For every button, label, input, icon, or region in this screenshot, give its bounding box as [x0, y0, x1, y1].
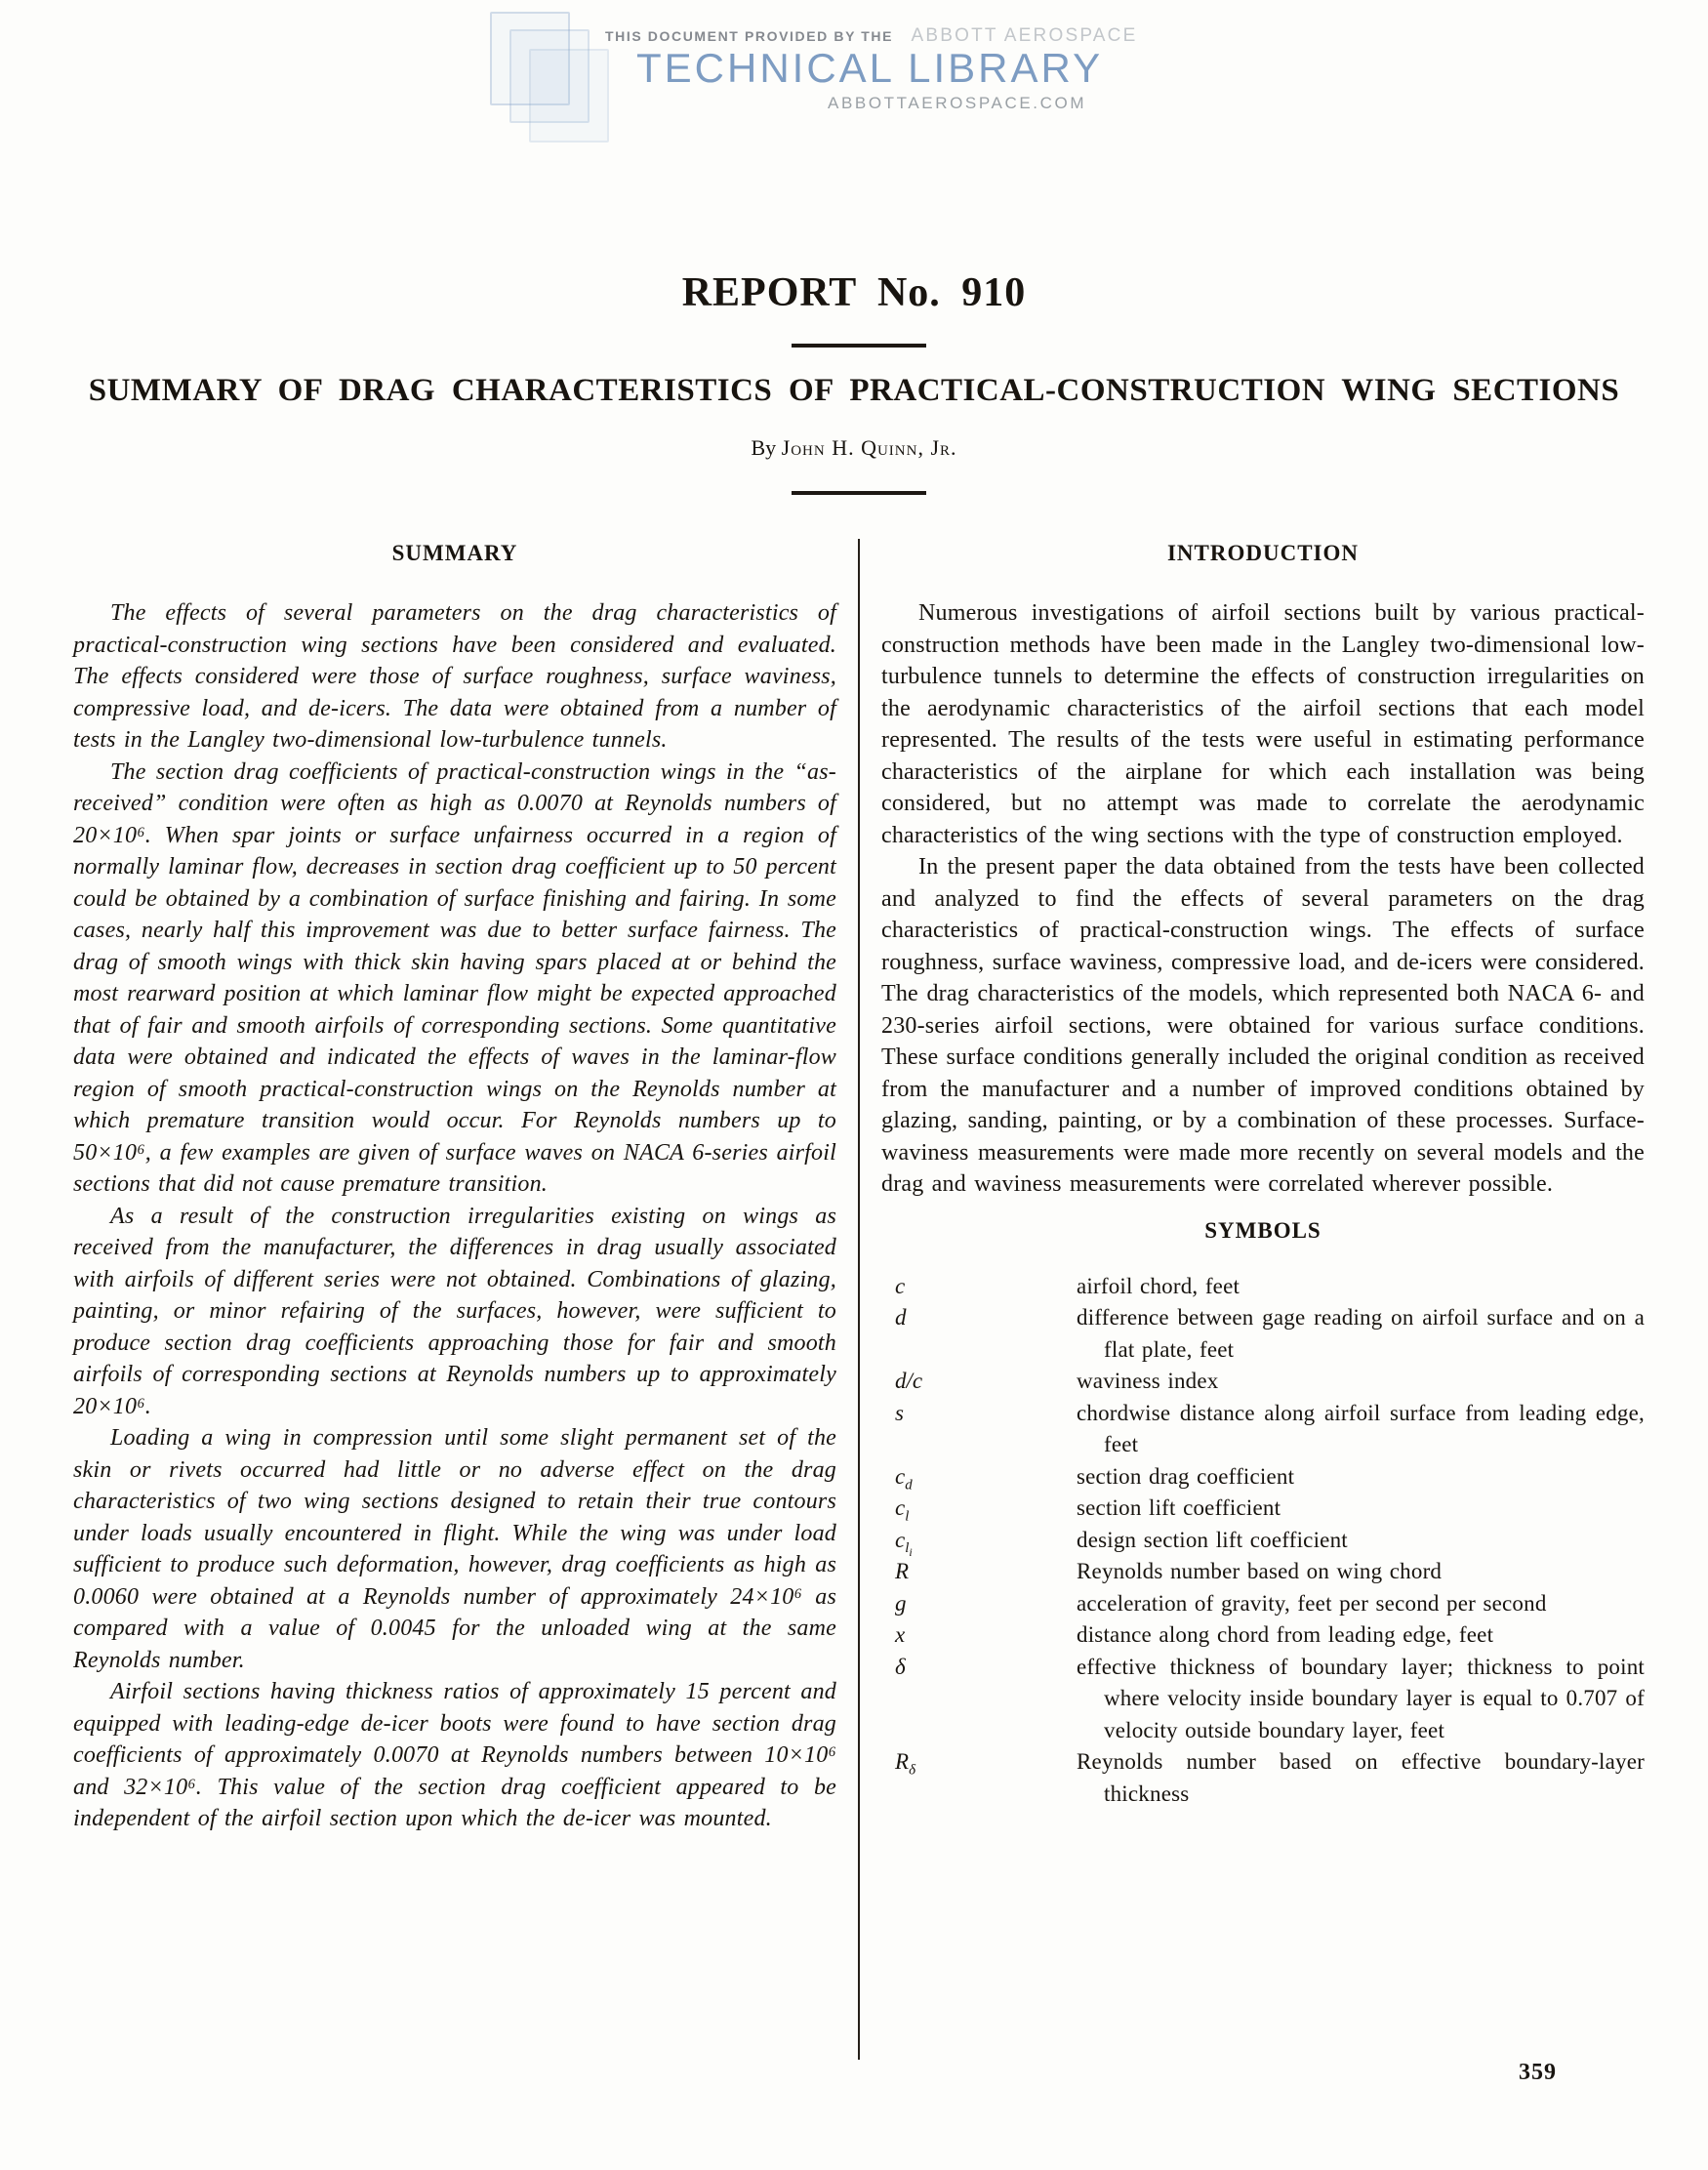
symbol-glyph: R: [895, 1559, 910, 1583]
symbol-glyph: g: [895, 1590, 907, 1616]
introduction-body: [881, 597, 1645, 1201]
symbol-definition: waviness index: [1077, 1369, 1219, 1393]
symbol-definition: distance along chord from leading edge, feet: [1077, 1622, 1494, 1647]
symbol-glyph: s: [895, 1400, 904, 1425]
introduction-heading: INTRODUCTION: [1166, 541, 1360, 565]
symbol-row: [881, 1652, 1645, 1747]
symbol-glyph: δ: [895, 1654, 906, 1679]
symbol-definition: effective thickness of boundary layer; thickness to point where velocity inside boundary layer is equal to 0.707 of velocity outside boundary layer, feet: [1077, 1654, 1645, 1742]
symbols-heading: SYMBOLS: [1204, 1217, 1322, 1243]
report-number: REPORT No. 910: [681, 270, 1027, 315]
symbol-row: [881, 1588, 1645, 1620]
symbol-glyph: $c_d$: [895, 1463, 913, 1494]
symbol-definition: difference between gage reading on airfoil surface and on a flat plate, feet: [1077, 1305, 1645, 1362]
provided-by-text: THIS DOCUMENT PROVIDED BY THE: [605, 28, 894, 44]
paragraph: In the present paper the data obtained from the tests have been collected and analyzed to find the effects of several parameters on the drag characteristics of practical-construction wings. The effects of surface roughness, surface waviness, compressive load, and de-icers were considered. The drag characteristics of the models, which represented both NACA 6- and 230-series airfoil sections, were obtained for various surface conditions. These surface conditions generally included the original condition as received from the manufacturer and a number of improved conditions obtained by glazing, sanding, painting, or by a combination of these processes. Surface-waviness measurements were made more recently on several models and the drag and waviness measurements were correlated wherever possible.: [881, 854, 1645, 1197]
column-divider: [858, 539, 860, 2060]
symbol-row: [881, 1525, 1645, 1560]
page-number: 359: [1519, 2060, 1557, 2085]
byline-prefix: By: [751, 435, 777, 460]
symbol-definition: design section lift coefficient: [1077, 1527, 1348, 1552]
symbol-glyph: x: [895, 1622, 906, 1647]
symbols-list: [881, 1271, 1645, 1811]
symbol-glyph: $c_{l_i}$: [895, 1527, 913, 1560]
symbol-row: [881, 1493, 1645, 1525]
symbol-definition: section drag coefficient: [1077, 1463, 1295, 1489]
paragraph: Airfoil sections having thickness ratios of approximately 15 percent and equipped with leading-edge de-icer boots were found to have section drag coefficients of approximately 0.0070 at Reynolds numbers between 10×10⁶ and 32×10⁶. This value of the section drag coefficient appeared to be independent of the airfoil section upon which the de-icer was mounted.: [73, 1679, 836, 1831]
provided-by-line: [605, 25, 1137, 47]
byline: [0, 435, 1708, 461]
symbol-row: [881, 1461, 1645, 1494]
symbol-glyph: $c_l$: [895, 1495, 910, 1525]
introduction-column: [881, 539, 1645, 1810]
paragraph: Numerous investigations of airfoil sections built by various practical-construction methods have been made in the Langley two-dimensional low-turbulence tunnels to determine the effects of construction irregularities on the aerodynamic characteristics of the airfoil sections that each model represented. The results of the tests were useful in estimating performance characteristics of the airplane for which each installation was being considered, but no attempt was made to correlate the aerodynamic characteristics of the wing sections with the type of construction employed.: [881, 600, 1645, 848]
symbol-row: [881, 1271, 1645, 1303]
paragraph: The effects of several parameters on the drag characteristics of practical-construction wing sections have been considered and evaluated. The effects considered were those of surface roughness, surface waviness, compressive load, and de-icers. The data were obtained from a number of tests in the Langley two-dimensional low-turbulence tunnels.: [73, 600, 836, 753]
summary-column: [73, 539, 836, 1835]
title-divider-top: [792, 344, 926, 348]
library-header: [0, 0, 1708, 146]
paragraph: As a result of the construction irregularities existing on wings as received from the manufacturer, the differences in drag usually associated with airfoils of different series were not obtained. Combinations of glazing, painting, or minor refairing of the surfaces, however, were sufficient to produce section drag coefficients approaching those for fair and smooth airfoils of corresponding sections at Reynolds numbers up to approximately 20×10⁶.: [73, 1203, 836, 1419]
symbol-glyph: c: [895, 1273, 906, 1298]
report-title: SUMMARY OF DRAG CHARACTERISTICS OF PRACTICAL-CONSTRUCTION WING SECTIONS: [88, 373, 1620, 408]
symbol-row: [881, 1619, 1645, 1652]
symbol-glyph: d/c: [895, 1369, 923, 1393]
symbol-glyph: d: [895, 1305, 907, 1330]
symbol-definition: Reynolds number based on effective boundary-layer thickness: [1077, 1749, 1645, 1806]
library-title: TECHNICAL LIBRARY: [636, 45, 1104, 91]
paragraph: Loading a wing in compression until some slight permanent set of the skin or rivets occurred had little or no adverse effect on the drag characteristics of two wing sections designed to retain their true contours under loads usually encountered in flight. While the wing was under load sufficient to produce such deformation, however, drag coefficients as high as 0.0060 were obtained at a Reynolds number of approximately 24×10⁶ as compared with a value of 0.0045 for the unloaded wing at the same Reynolds number.: [73, 1425, 836, 1673]
title-divider-bottom: [792, 491, 926, 495]
symbol-row: [881, 1556, 1645, 1588]
symbol-row: [881, 1398, 1645, 1461]
symbol-definition: airfoil chord, feet: [1077, 1273, 1240, 1298]
symbol-row: [881, 1302, 1645, 1366]
author-name: John H. Quinn, Jr.: [781, 435, 957, 460]
library-url: ABBOTTAEROSPACE.COM: [828, 94, 1087, 112]
symbol-row: [881, 1366, 1645, 1398]
symbol-row: [881, 1746, 1645, 1810]
symbol-definition: chordwise distance along airfoil surface from leading edge, feet: [1077, 1400, 1645, 1456]
symbol-definition: section lift coefficient: [1077, 1495, 1281, 1520]
summary-heading: SUMMARY: [391, 541, 518, 565]
symbol-definition: acceleration of gravity, feet per second per second: [1077, 1590, 1547, 1616]
summary-body: [73, 597, 836, 1835]
symbol-definition: Reynolds number based on wing chord: [1077, 1559, 1443, 1583]
paragraph: The section drag coefficients of practical-construction wings in the “as-received” condition were often as high as 0.0070 at Reynolds numbers of 20×10⁶. When spar joints or surface unfairness occurred in a region of normally laminar flow, decreases in section drag coefficient up to 50 percent could be obtained by a combination of surface finishing and fairing. In some cases, nearly half this improvement was due to better surface fairness. The drag of smooth wings with thick skin having spars placed at or behind the most rearward position at which laminar flow might be expected approached that of fair and smooth airfoils of corresponding sections. Some quantitative data were obtained and indicated the effects of waves in the laminar-flow region of smooth practical-construction wings on the Reynolds number at which premature transition would occur. For Reynolds numbers up to 50×10⁶, a few examples are given of surface waves on NACA 6-series airfoil sections that did not cause premature transition.: [73, 758, 836, 1197]
brand-name: ABBOTT AEROSPACE: [911, 25, 1138, 46]
symbol-glyph: $R_\delta$: [895, 1749, 916, 1779]
